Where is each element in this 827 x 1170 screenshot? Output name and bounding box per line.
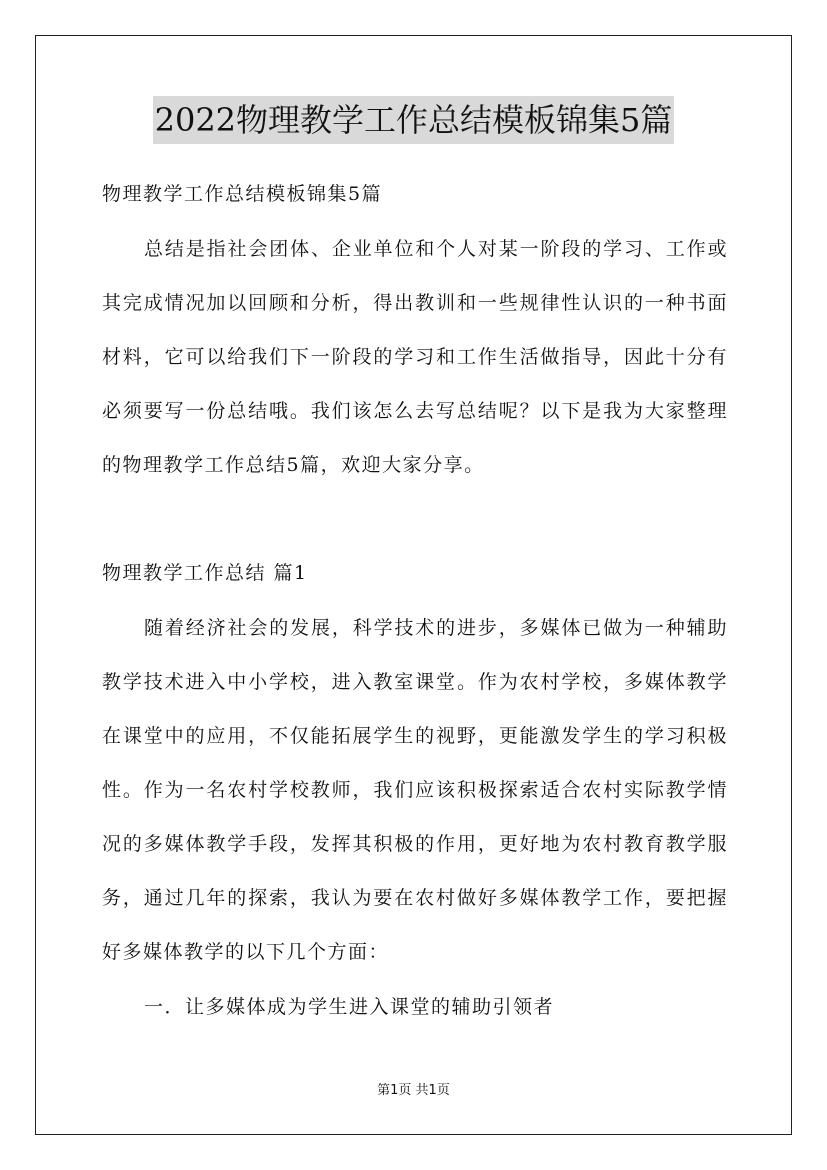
document-title bbox=[0, 96, 827, 144]
intro-paragraph: 总结是指社会团体、企业单位和个人对某一阶段的学习、工作或其完成情况加以回顾和分析，得出教训和一些规律性认识的一种书面材料，它可以给我们下一阶段的学习和工作生活做指导，因此十分有必须要写一份总结哦。我们该怎么去写总结呢？以下是我为大家整理的物理教学工作总结5篇，欢迎大家分享。 bbox=[102, 238, 728, 476]
point-heading-1: 一．让多媒体成为学生进入课堂的辅助引领者 bbox=[144, 996, 555, 1018]
document-title-text: 2022物理教学工作总结模板锦集5篇 bbox=[153, 96, 675, 144]
section-heading: 物理教学工作总结 篇1 bbox=[102, 562, 308, 584]
section-body-paragraph: 随着经济社会的发展，科学技术的进步，多媒体已做为一种辅助教学技术进入中小学校，进入教室课堂。作为农村学校，多媒体教学在课堂中的应用，不仅能拓展学生的视野，更能激发学生的学习积极性。作为一名农村学校教师，我们应该积极探索适合农村实际教学情况的多媒体教学手段，发挥其积极的作用，更好地为农村教育教学服务，通过几年的探索，我认为要在农村做好多媒体教学工作，要把握好多媒体教学的以下几个方面： bbox=[102, 617, 728, 963]
document-subtitle: 物理教学工作总结模板锦集5篇 bbox=[102, 183, 383, 205]
page-number-footer: 第1页 共1页 bbox=[377, 1083, 450, 1098]
